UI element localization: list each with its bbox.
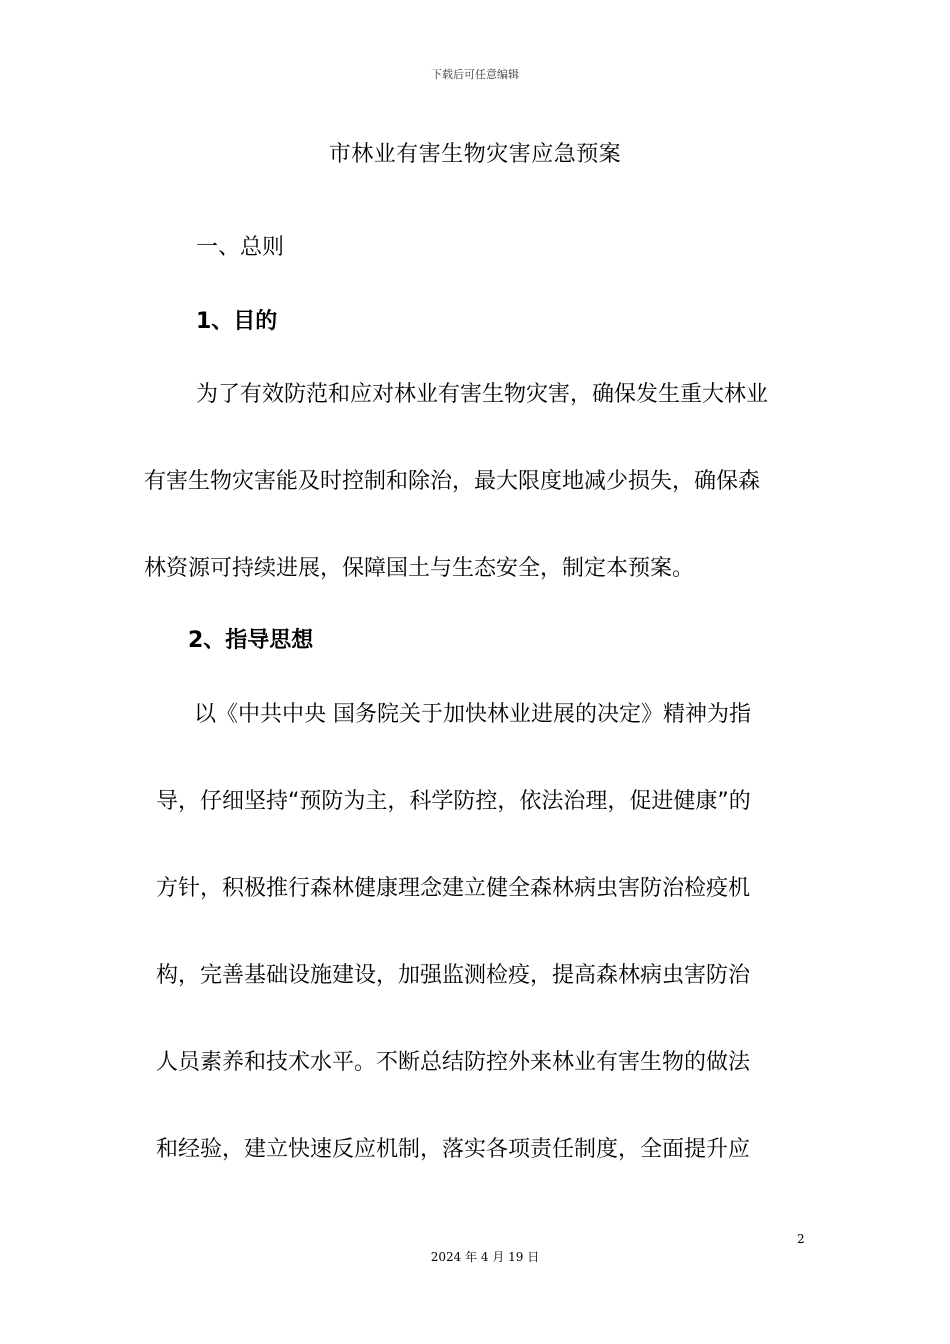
paragraph-guiding-line-6: 和经验，建立快速反应机制，落实各项责任制度，全面提升应: [156, 1137, 751, 1162]
subsection-heading-purpose: 1、目的: [196, 309, 278, 334]
paragraph-guiding-line-4: 构，完善基础设施建设，加强监测检疫，提高森林病虫害防治: [156, 963, 751, 988]
paragraph-purpose-line-2: 有害生物灾害能及时控制和除治，最大限度地减少损失，确保森: [144, 469, 761, 494]
footer-date: 2024 年 4 月 19 日: [430, 1250, 540, 1264]
header-note: 下载后可任意编辑: [431, 68, 519, 81]
paragraph-guiding-line-5: 人员素养和技术水平。不断总结防控外来林业有害生物的做法: [156, 1050, 751, 1075]
paragraph-guiding-line-3: 方针，积极推行森林健康理念建立健全森林病虫害防治检疫机: [156, 876, 751, 901]
section-heading-general: 一、总则: [196, 235, 285, 260]
paragraph-purpose-line-3: 林资源可持续进展，保障国土与生态安全，制定本预案。: [144, 556, 695, 581]
paragraph-guiding-line-2: 导，仔细坚持“预防为主，科学防控，依法治理，促进健康”的: [156, 789, 751, 814]
paragraph-guiding-line-1: 以《中共中央 国务院关于加快林业进展的决定》精神为指: [194, 702, 751, 727]
document-title: 市林业有害生物灾害应急预案: [328, 142, 622, 167]
page-number: 2: [797, 1232, 805, 1246]
subsection-heading-guiding-ideology: 2、指导思想: [188, 628, 314, 653]
paragraph-purpose-line-1: 为了有效防范和应对林业有害生物灾害，确保发生重大林业: [196, 382, 769, 407]
